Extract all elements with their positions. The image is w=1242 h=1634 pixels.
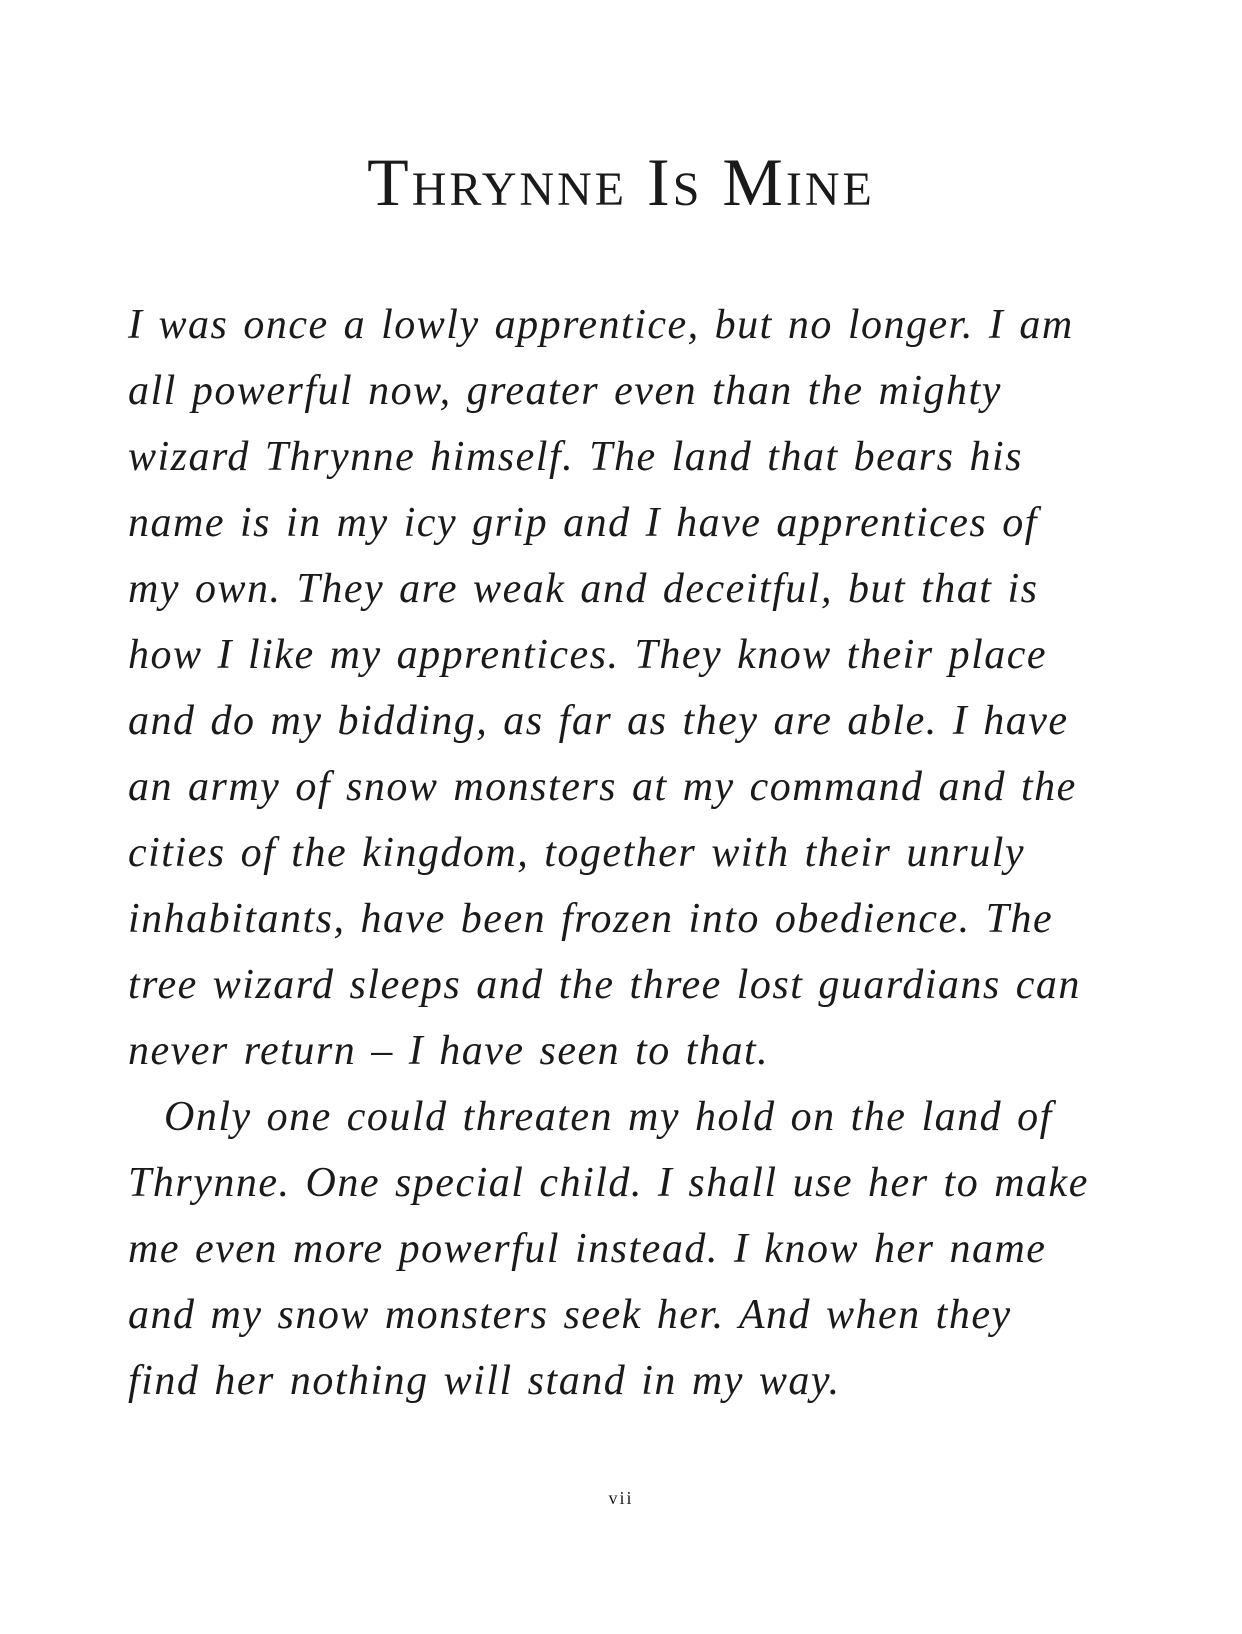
text-line: I was once a lowly apprentice, but no longer. I am [128, 302, 1074, 348]
text-line: my own. They are weak and deceitful, but that is [128, 566, 1039, 612]
text-line: how I like my apprentices. They know their place [128, 632, 1048, 678]
text-line: tree wizard sleeps and the three lost guardians can [128, 962, 1081, 1008]
text-line: Only one could threaten my hold on the land of [164, 1094, 1053, 1140]
text-line: all powerful now, greater even than the mighty [128, 368, 1002, 414]
text-line: never return – I have seen to that. [128, 1028, 770, 1074]
text-line: Thrynne. One special child. I shall use her to make [128, 1160, 1089, 1206]
text-line: cities of the kingdom, together with their unruly [128, 830, 1026, 876]
chapter-title: Thrynne Is Mine [367, 144, 875, 220]
paragraph-1 [128, 292, 1088, 1084]
page-number: vii [608, 1488, 634, 1508]
text-line: inhabitants, have been frozen into obedience. The [128, 896, 1054, 942]
text-line: and do my bidding, as far as they are able. I have [128, 698, 1069, 744]
text-line: me even more powerful instead. I know her name [128, 1226, 1047, 1272]
paragraph-2 [128, 1084, 1088, 1414]
text-line: name is in my icy grip and I have apprentices of [128, 500, 1038, 546]
text-line: and my snow monsters seek her. And when they [128, 1292, 1012, 1338]
text-line: find her nothing will stand in my way. [128, 1358, 841, 1404]
text-line: wizard Thrynne himself. The land that bears his [128, 434, 1023, 480]
text-line: an army of snow monsters at my command and the [128, 764, 1077, 810]
chapter-body [128, 292, 1088, 1414]
